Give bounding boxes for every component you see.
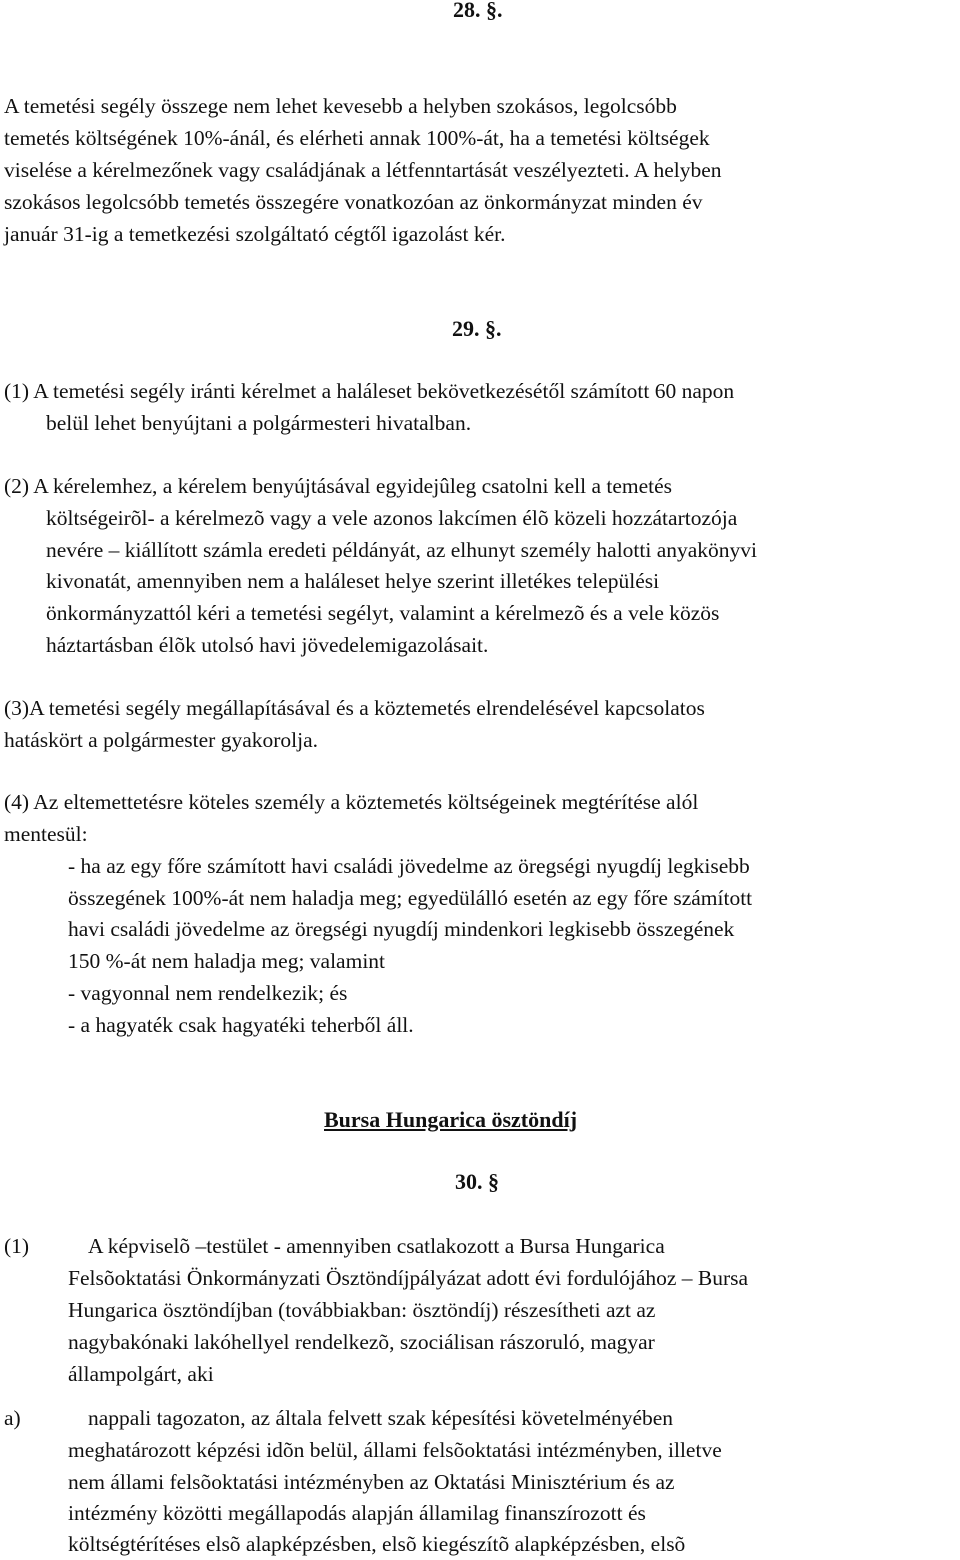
section-29-paragraph-2: háztartásban élõk utolsó havi jövedelemigazolásait.: [46, 633, 489, 657]
section-29-paragraph-1: belül lehet benyújtani a polgármesteri hivatalban.: [46, 411, 472, 435]
section-29-list-item: havi családi jövedelme az öregségi nyugdíj mindenkori legkisebb összegének: [68, 917, 735, 941]
section-28-line: viselése a kérelmezőnek vagy családjának a létfenntartását veszélyezteti. A helyben: [4, 158, 722, 182]
section-29-paragraph-2: önkormányzattól kéri a temetési segélyt, valamint a kérelmezõ és a vele közös: [46, 601, 720, 625]
section-30-point-a-marker: a): [4, 1406, 21, 1430]
section-29-list-item: 150 %-át nem haladja meg; valamint: [68, 949, 386, 973]
section-30-point-a: meghatározott képzési idõn belül, állami felsõoktatási intézményben, illetve: [68, 1438, 722, 1462]
section-29-paragraph-2: nevére – kiállított számla eredeti példányát, az elhunyt személy halotti anyakönyvi: [46, 538, 758, 562]
section-29-list-item: - ha az egy főre számított havi családi jövedelme az öregségi nyugdíj legkisebb: [68, 854, 750, 878]
section-28-line: temetés költségének 10%-ánál, és elérheti annak 100%-át, ha a temetési költségek: [4, 126, 710, 150]
section-29-paragraph-1: (1) A temetési segély iránti kérelmet a haláleset bekövetkezésétől számított 60 napon: [4, 379, 735, 403]
section-28-line: január 31-ig a temetkezési szolgáltató cégtől igazolást kér.: [4, 222, 506, 246]
section-29-paragraph-3: hatáskört a polgármester gyakorolja.: [4, 728, 319, 752]
section-30-point-a: nem állami felsõoktatási intézményben az Oktatási Minisztérium és az: [68, 1470, 675, 1494]
section-29-paragraph-2: kivonatát, amennyiben nem a haláleset helye szerint illetékes települési: [46, 569, 660, 593]
section-29-list-item: összegének 100%-át nem haladja meg; egyedülálló esetén az egy főre számított: [68, 886, 753, 910]
section-29-list-item: - vagyonnal nem rendelkezik; és: [68, 981, 348, 1005]
section-30-point-a: költségtérítéses elsõ alapképzésben, elsõ kiegészítõ alapképzésben, elsõ: [68, 1532, 686, 1556]
section-29-paragraph-2: költségeirõl- a kérelmezõ vagy a vele azonos lakcímen élõ közeli hozzátartozója: [46, 506, 738, 530]
section-28-line: A temetési segély összege nem lehet kevesebb a helyben szokásos, legolcsóbb: [4, 94, 677, 118]
section-30-title: 30. §: [455, 1169, 499, 1194]
section-30-paragraph-1: Hungarica ösztöndíjban (továbbiakban: ösztöndíj) részesítheti azt az: [68, 1298, 656, 1322]
section-28-line: szokásos legolcsóbb temetés összegére vonatkozóan az önkormányzat minden év: [4, 190, 703, 214]
section-29-paragraph-4: mentesül:: [4, 822, 88, 846]
section-30-paragraph-1-marker: (1): [4, 1234, 30, 1258]
section-29-title: 29. §.: [452, 316, 502, 341]
section-29-paragraph-3: (3)A temetési segély megállapításával és a köztemetés elrendelésével kapcsolatos: [4, 696, 705, 720]
section-30-paragraph-1: nagybakónaki lakóhellyel rendelkezõ, szociálisan rászoruló, magyar: [68, 1330, 655, 1354]
section-29-paragraph-4: (4) Az eltemettetésre köteles személy a köztemetés költségeinek megtérítése alól: [4, 790, 699, 814]
bursa-hungarica-heading: Bursa Hungarica ösztöndíj: [324, 1107, 578, 1132]
section-29-paragraph-2: (2) A kérelemhez, a kérelem benyújtásával egyidejûleg csatolni kell a temetés: [4, 474, 673, 498]
section-30-point-a: nappali tagozaton, az általa felvett szak képesítési követelményében: [88, 1406, 674, 1430]
section-30-paragraph-1: Felsõoktatási Önkormányzati Ösztöndíjpályázat adott évi fordulójához – Bursa: [68, 1266, 749, 1290]
section-30-paragraph-1: A képviselõ –testület - amennyiben csatlakozott a Bursa Hungarica: [88, 1234, 665, 1258]
section-30-paragraph-1: állampolgárt, aki: [68, 1362, 214, 1386]
section-29-list-item: - a hagyaték csak hagyatéki teherből áll.: [68, 1013, 414, 1037]
section-30-point-a: intézmény közötti megállapodás alapján államilag finanszírozott és: [68, 1501, 646, 1525]
section-28-title: 28. §.: [453, 0, 503, 22]
